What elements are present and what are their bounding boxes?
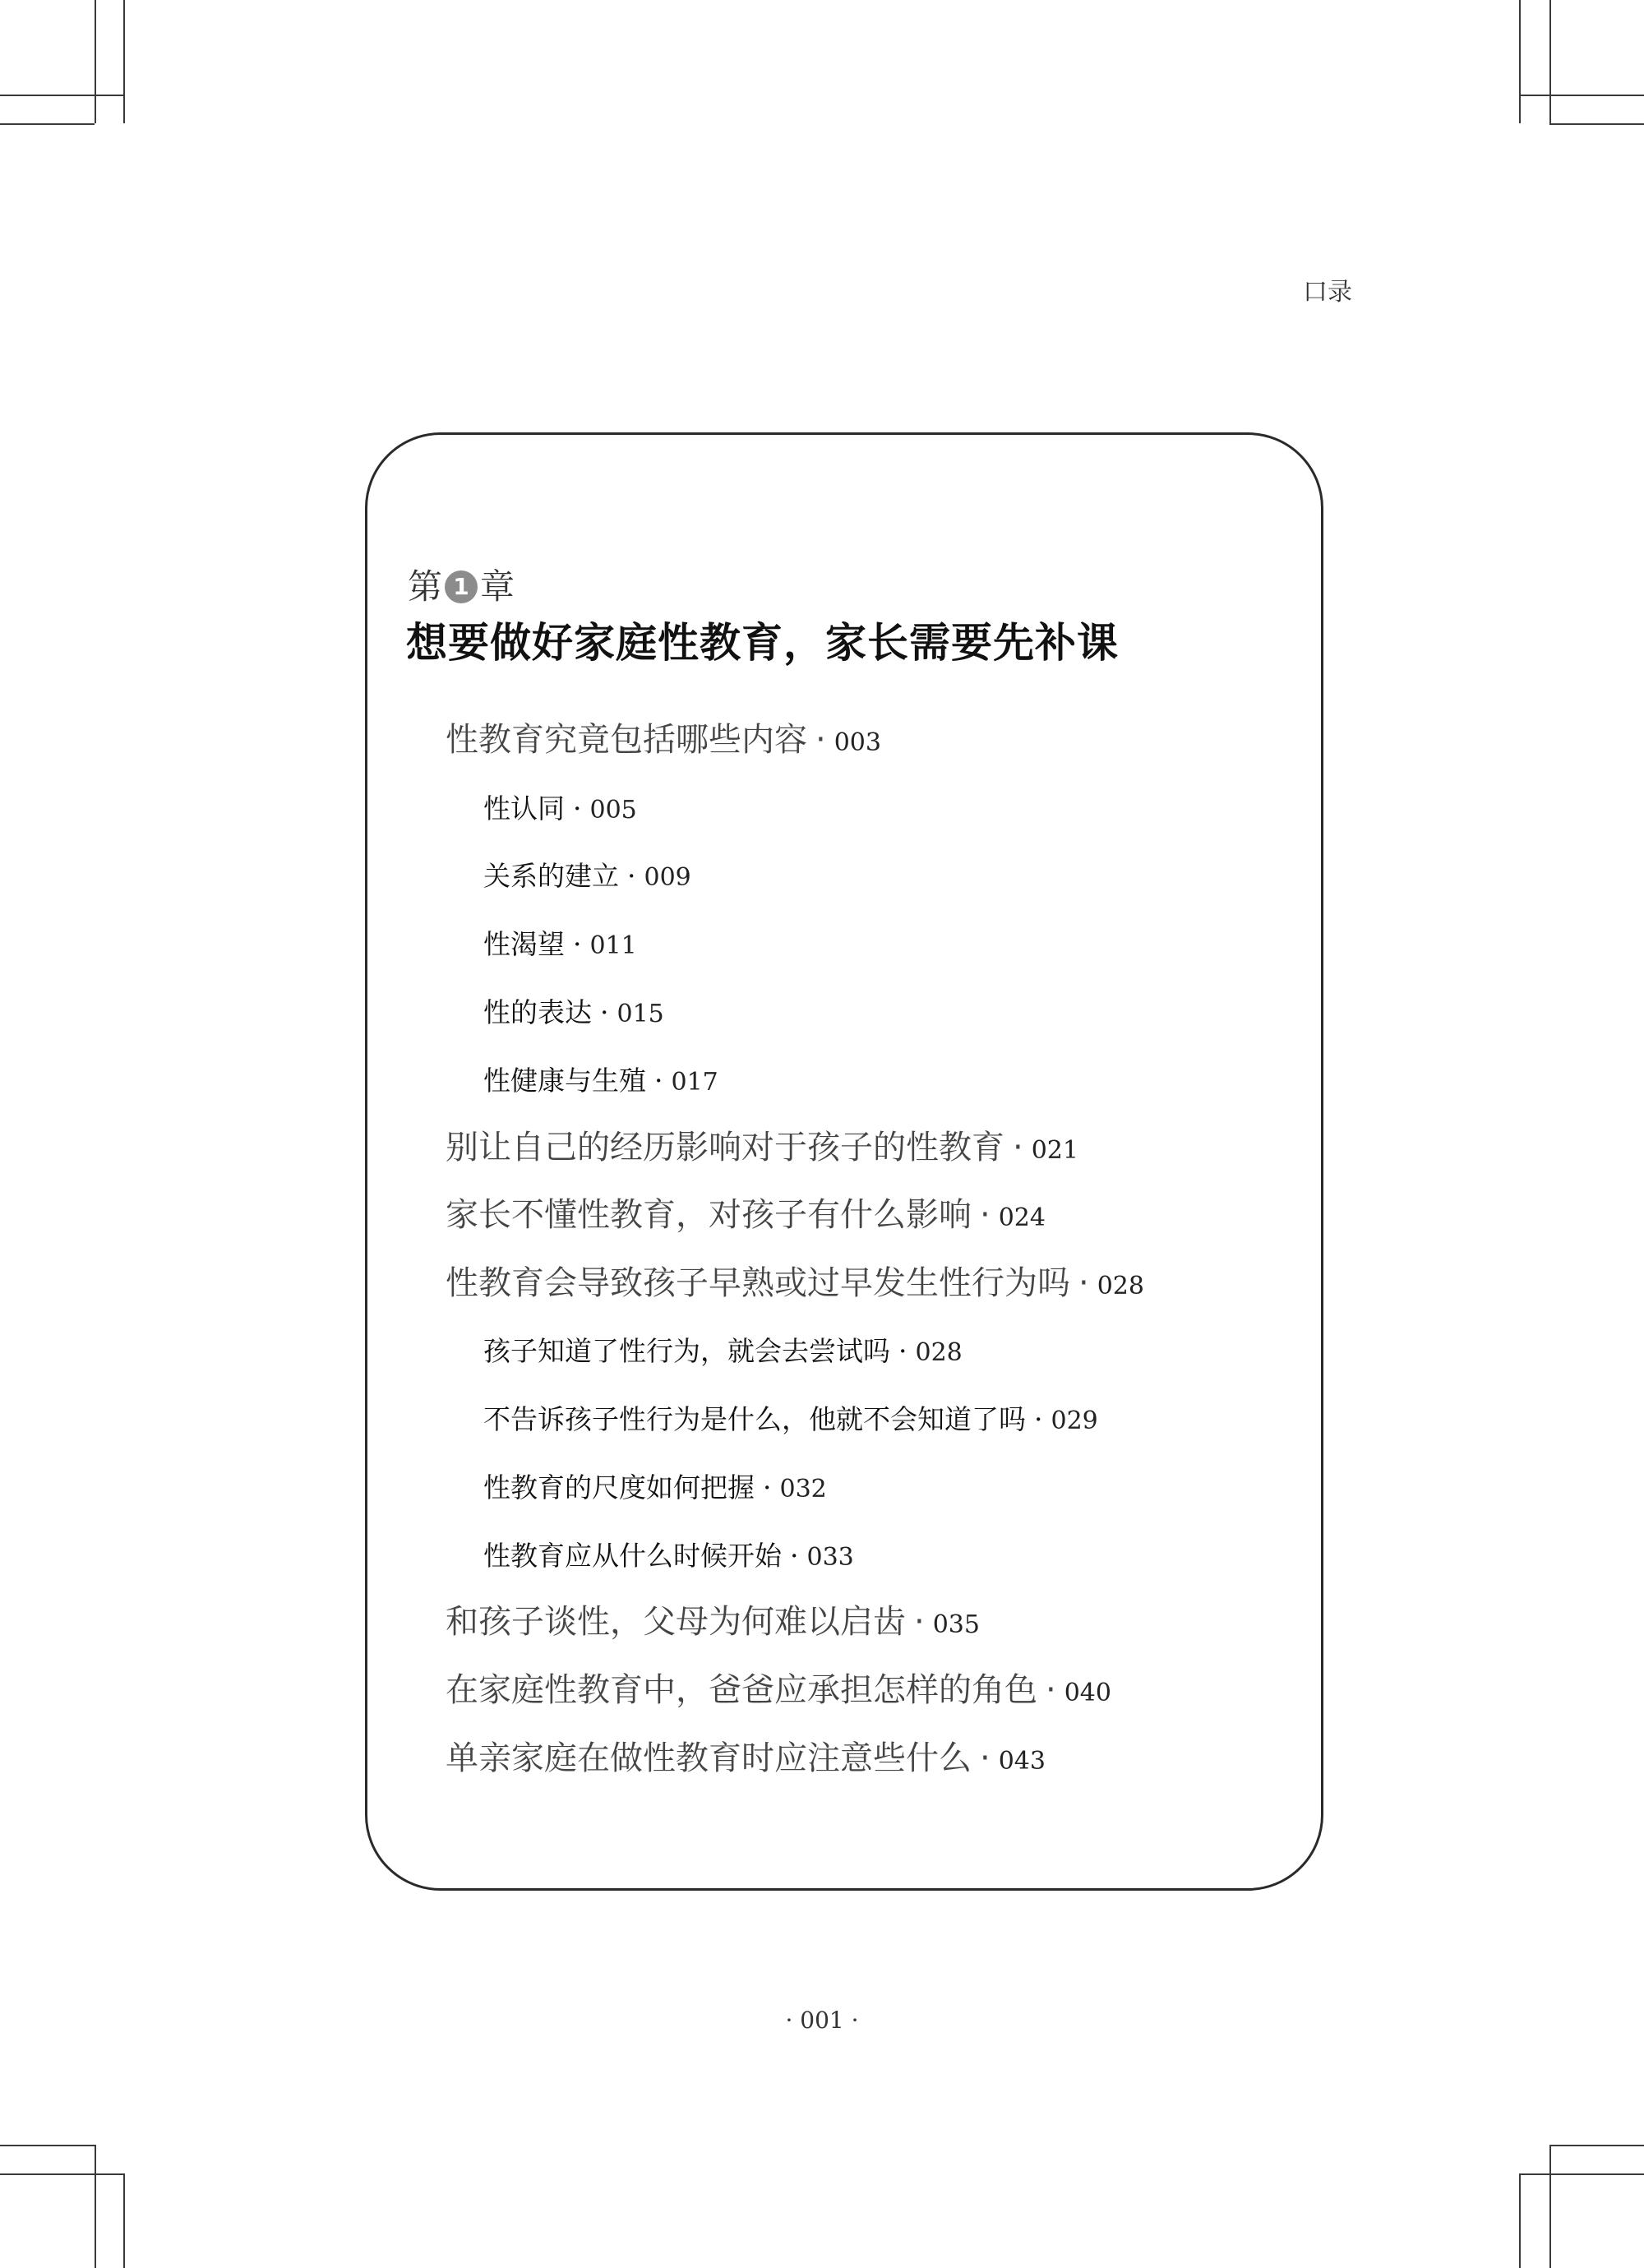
toc-entry[interactable] [446, 717, 881, 766]
toc-entry-page: 043 [998, 1747, 1046, 1776]
toc-entry[interactable] [483, 992, 664, 1035]
toc-entry[interactable] [483, 1399, 1098, 1442]
toc-entry-title: 性教育会导致孩子早熟或过早发生性行为吗 [446, 1264, 1070, 1302]
toc-separator: · [763, 1471, 772, 1504]
toc-entry-page: 024 [998, 1203, 1046, 1232]
toc-entry-page: 011 [589, 931, 637, 960]
toc-entry-title: 不告诉孩子性行为是什么，他就不会知道了吗 [483, 1403, 1026, 1435]
toc-separator: · [654, 1065, 663, 1097]
toc-entry-title: 和孩子谈性，父母为何难以启齿 [446, 1603, 906, 1641]
toc-separator: · [980, 1739, 991, 1777]
toc-entry-page: 028 [1097, 1272, 1144, 1300]
toc-entry[interactable] [446, 1192, 1046, 1241]
toc-entry-title: 性教育应从什么时候开始 [483, 1540, 782, 1572]
toc-entry[interactable] [483, 788, 637, 831]
toc-entry[interactable] [446, 1667, 1111, 1716]
toc-entry[interactable] [446, 1125, 1078, 1174]
chapter-number-badge: 1 [445, 570, 478, 603]
toc-entry-title: 关系的建立 [483, 860, 619, 892]
toc-entry-title: 性渴望 [483, 928, 565, 960]
toc-entry-title: 性的表达 [483, 996, 592, 1028]
toc-separator: · [1078, 1264, 1089, 1302]
toc-entry[interactable] [446, 1260, 1144, 1310]
toc-entry[interactable] [483, 1060, 718, 1103]
toc-entry[interactable] [446, 1599, 980, 1648]
toc-entry[interactable] [446, 1735, 1046, 1785]
toc-entry-title: 性健康与生殖 [483, 1065, 646, 1097]
toc-entry-title: 别让自己的经历影响对于孩子的性教育 [446, 1129, 1004, 1166]
chapter-title: 想要做好家庭性教育，家长需要先补课 [406, 619, 1119, 667]
toc-separator: · [914, 1603, 925, 1641]
toc-separator: · [573, 928, 582, 960]
toc-separator: · [790, 1540, 799, 1572]
toc-entry-page: 033 [806, 1543, 854, 1572]
toc-entry[interactable] [483, 1467, 827, 1510]
toc-entry-title: 性教育的尺度如何把握 [483, 1471, 755, 1504]
chapter-label-suffix: 章 [480, 566, 515, 607]
toc-entry-page: 003 [834, 728, 881, 757]
toc-entry-title: 在家庭性教育中，爸爸应承担怎样的角色 [446, 1671, 1037, 1709]
toc-entry-title: 家长不懂性教育，对孩子有什么影响 [446, 1196, 972, 1234]
toc-entry-page: 035 [932, 1610, 980, 1639]
chapter-label-prefix: 第 [408, 566, 443, 607]
toc-separator: · [980, 1196, 991, 1234]
toc-entry-page: 005 [589, 796, 637, 825]
toc-separator: · [600, 996, 609, 1028]
toc-separator: · [1034, 1403, 1043, 1435]
toc-separator: · [815, 721, 826, 759]
toc-entry-page: 021 [1031, 1136, 1078, 1165]
toc-entry[interactable] [483, 1536, 854, 1578]
toc-separator: · [573, 792, 582, 825]
toc-entry-page: 032 [779, 1475, 827, 1504]
toc-entry-title: 单亲家庭在做性教育时应注意些什么 [446, 1739, 972, 1777]
toc-entry[interactable] [483, 924, 637, 967]
toc-separator: · [1046, 1671, 1056, 1709]
running-header: 口录 [1303, 278, 1352, 307]
toc-separator: · [898, 1335, 907, 1367]
toc-entry-page: 028 [915, 1338, 963, 1367]
toc-entry-title: 性教育究竟包括哪些内容 [446, 721, 807, 759]
toc-entry-page: 040 [1064, 1679, 1111, 1707]
toc-entry-page: 029 [1051, 1407, 1098, 1435]
toc-entry[interactable] [483, 856, 691, 898]
page-number: · 001 · [785, 2007, 859, 2034]
toc-entry[interactable] [483, 1331, 963, 1374]
toc-separator: · [627, 860, 636, 892]
toc-entry-page: 015 [616, 1000, 664, 1028]
toc-entry-page: 009 [644, 863, 691, 892]
toc-entry-title: 性认同 [483, 792, 565, 825]
toc-entry-title: 孩子知道了性行为，就会去尝试吗 [483, 1335, 890, 1367]
toc-entry-page: 017 [671, 1068, 718, 1097]
toc-separator: · [1013, 1129, 1023, 1166]
